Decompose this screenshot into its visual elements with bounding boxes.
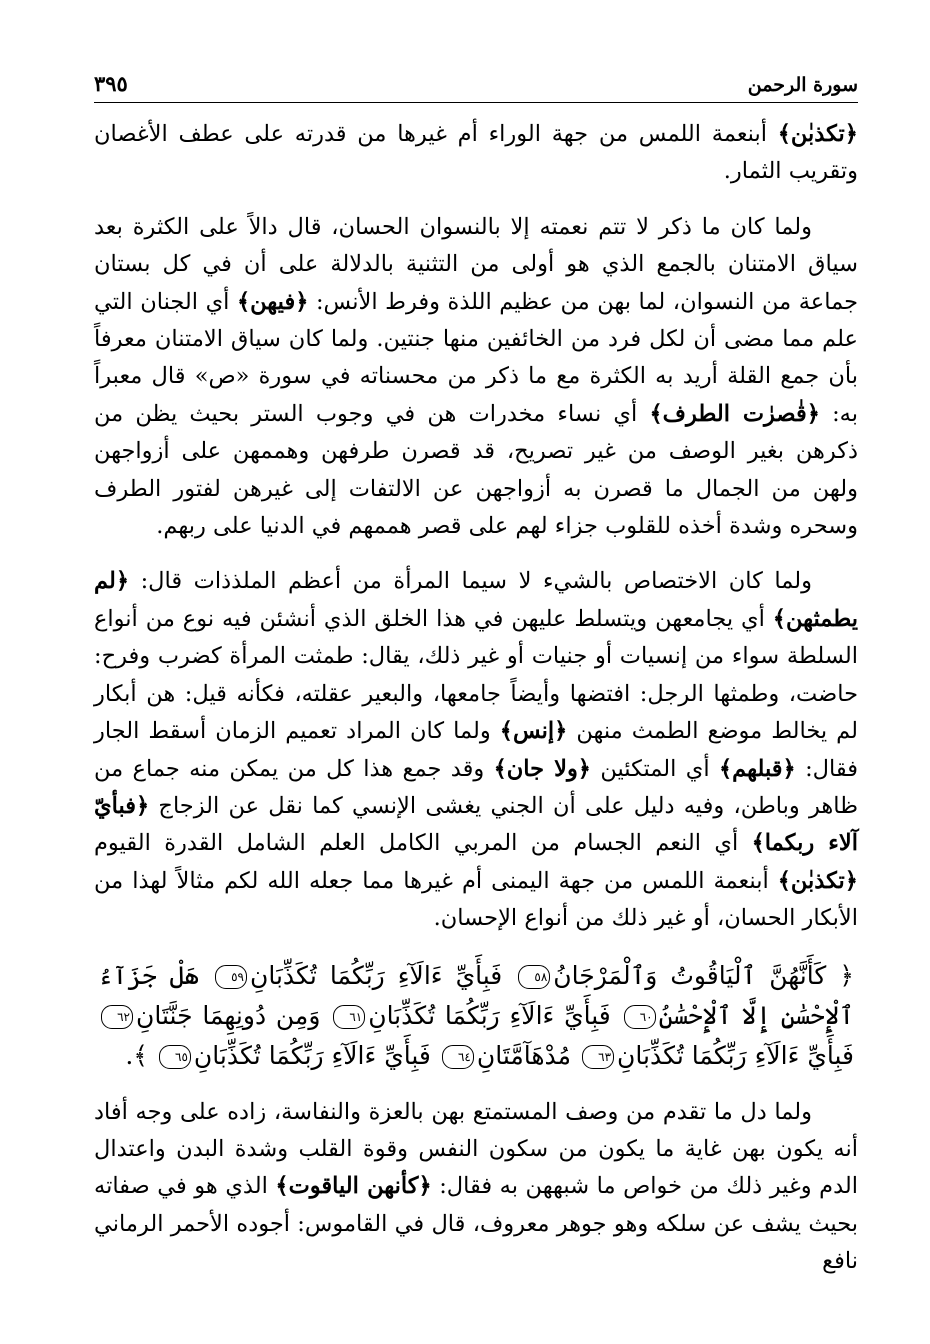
paragraph-text: ولما كان الاختصاص بالشيء لا سيما المرأة من أعظم الملذذات قال: xyxy=(129,568,812,595)
page-header xyxy=(94,62,858,103)
page-number: ٣٩٥ xyxy=(94,71,128,96)
quran-quote: ﴿ولا جان﴾ xyxy=(493,755,591,782)
verse-number-marker: ٥٨ xyxy=(518,965,550,989)
paragraph-text: ولما كان ما ذكر لا تتم نعمته إلا بالنسوان الحسان، قال دالاً على الكثرة بعد سياق الامتنان بالجمع الذي هو أولى من التثنية بالدلالة على أن في كل بستان جماعة من النسوان، لما بهن من عظيم اللذة وفرط الأنس: xyxy=(94,213,858,315)
verse-text: مُدْهَآمَّتَانِ xyxy=(476,1040,572,1070)
quran-verses-block xyxy=(94,956,858,1076)
verse-text: فَبِأَيِّ ءَالَآءِ رَبِّكُمَا تُكَذِّبَانِ xyxy=(249,960,503,990)
quran-quote: ﴿تكذبٰن﴾ xyxy=(777,867,858,894)
paragraph-text: أي يجامعهن ويتسلط عليهن في هذا الخلق الذي أنشئن فيه نوع من أنواع السلطة سواء من إنسيات أو جنيات أو غير ذلك، يقال: طمثت المرأة كضرب وفرح: حاضت، وطمثها الرجل: افتضها وأيضاً جامعها، والبعير عقلته، فكأنه قيل: هن أبكار لم يخالط موضع الطمث منهن xyxy=(94,605,858,745)
paragraph-text: وقد جمع هذا كل من يمكن منه جماع من ظاهر وباطن، وفيه دليل على أن الجني يغشى الإنسي كما نقل عن الزجاج xyxy=(94,755,858,819)
paragraph-gap xyxy=(94,545,858,563)
quran-quote: ﴿فيهن﴾ xyxy=(237,288,309,315)
verses-open-bracket: ﴿ xyxy=(839,960,854,990)
paragraph-text: أي النعم الجسام من المربي الكامل العلم الشامل القدرة القيوم xyxy=(94,830,752,857)
verse-number-marker: ٦٤ xyxy=(442,1045,474,1069)
verse-text: فَبِأَيِّ ءَالَآءِ رَبِّكُمَا تُكَذِّبَانِ xyxy=(617,1040,854,1070)
paragraph-3 xyxy=(94,563,858,937)
verse-text: كَأَنَّهُنَّ ٱلْيَاقُوتُ وَٱلْمَرْجَانُ xyxy=(553,960,827,990)
page-body xyxy=(94,116,858,1281)
verse-number-marker: ٥٩ xyxy=(215,965,247,989)
verse-number-marker: ٦٢ xyxy=(101,1005,133,1029)
paragraph-gap xyxy=(94,938,858,956)
verse-text: فَبِأَيِّ ءَالَآءِ رَبِّكُمَا تُكَذِّبَانِ xyxy=(193,1040,431,1070)
paragraph-text: أي نساء مخدرات هن في وجوب الستر بحيث يظن من ذكرهن بغير الوصف من غير تصريح، قد قصرن طرفهن وهممهن على أزواجهن ولهن من الجمال ما قصرن به أزواجهن عن الالتفات إلى غيرهن لفتور الطرف وسحره وشدة أخذه للقلوب جزاء لهم على قصر هممهم في الدنيا على ربهم. xyxy=(94,400,858,540)
verse-number-marker: ٦١ xyxy=(333,1005,365,1029)
paragraph-text: أبنعمة اللمس من جهة الوراء أم غيرها من قدرته على عطف الأغصان وتقريب الثمار. xyxy=(94,121,858,185)
verse-text: فَبِأَيِّ ءَالَآءِ رَبِّكُمَا تُكَذِّبَانِ xyxy=(368,1000,611,1030)
paragraph-4 xyxy=(94,1094,858,1281)
paragraph-text: أي الجنان التي علم مما مضى أن لكل فرد من الخائفين منها جنتين. ولما كان سياق الامتنان معرفاً بأن جمع القلة أريد به الكثرة مع ما ذكر من محسناته في سورة «ص» قال معبراً به: xyxy=(94,288,858,427)
quran-quote: ﴿لم يطمثهن﴾ xyxy=(94,568,858,632)
verses-close-bracket: ﴾. xyxy=(125,1040,148,1070)
paragraph-text: ولما دل ما تقدم من وصف المستمتع بهن بالعزة والنفاسة، زاده على وجه أفاد أنه يكون بهن غاية ما يكون من سكون النفس وقوة القلب وشدة البدن واعتدال الدم وغير ذلك من خواص ما شبههن به فقال: xyxy=(94,1098,858,1200)
verse-number-marker: ٦٣ xyxy=(582,1045,614,1069)
paragraph-text: ولما كان المراد تعميم الزمان أسقط الجار فقال: xyxy=(94,718,859,782)
paragraph-gap xyxy=(94,191,858,209)
paragraph-gap xyxy=(94,1076,858,1094)
verse-text: هَلْ جَزَآءُ ٱلْإِحْسَٰنِ إِلَّا ٱلْإِحْسَٰنُ xyxy=(98,960,854,1030)
quran-quote: ﴿قبلهم﴾ xyxy=(719,755,796,782)
verse-number-marker: ٦٥ xyxy=(159,1045,191,1069)
quran-quote: ﴿كأنهن الياقوت﴾ xyxy=(275,1173,432,1200)
paragraph-text: الذي هو في صفاته بحيث يشف عن سلكه وهو جوهر معروف، قال في القاموس: أجوده الأحمر الرماني نافع xyxy=(94,1173,858,1275)
surah-title: سورة الرحمن xyxy=(747,74,858,96)
quran-quote: ﴿إنس﴾ xyxy=(499,718,568,745)
paragraph-text: أي المتكئين xyxy=(591,755,719,782)
paragraph-2 xyxy=(94,209,858,546)
quran-quote: ﴿تكذبٰن﴾ xyxy=(777,121,858,147)
quran-quote: ﴿فبأيّ آلاء ربكما﴾ xyxy=(94,792,858,857)
verse-text: وَمِن دُونِهِمَا جَنَّتَانِ xyxy=(136,1000,321,1030)
paragraph-1 xyxy=(94,116,858,191)
paragraph-text: أبنعمة اللمس من جهة اليمنى أم غيرها مما جعله الله لكم مثالاً لهذا من الأبكار الحسان، أو غير ذلك من أنواع الإحسان. xyxy=(94,867,858,932)
verse-number-marker: ٦٠ xyxy=(624,1005,656,1029)
quran-quote: ﴿قٰصرٰت الطرف﴾ xyxy=(649,400,820,427)
